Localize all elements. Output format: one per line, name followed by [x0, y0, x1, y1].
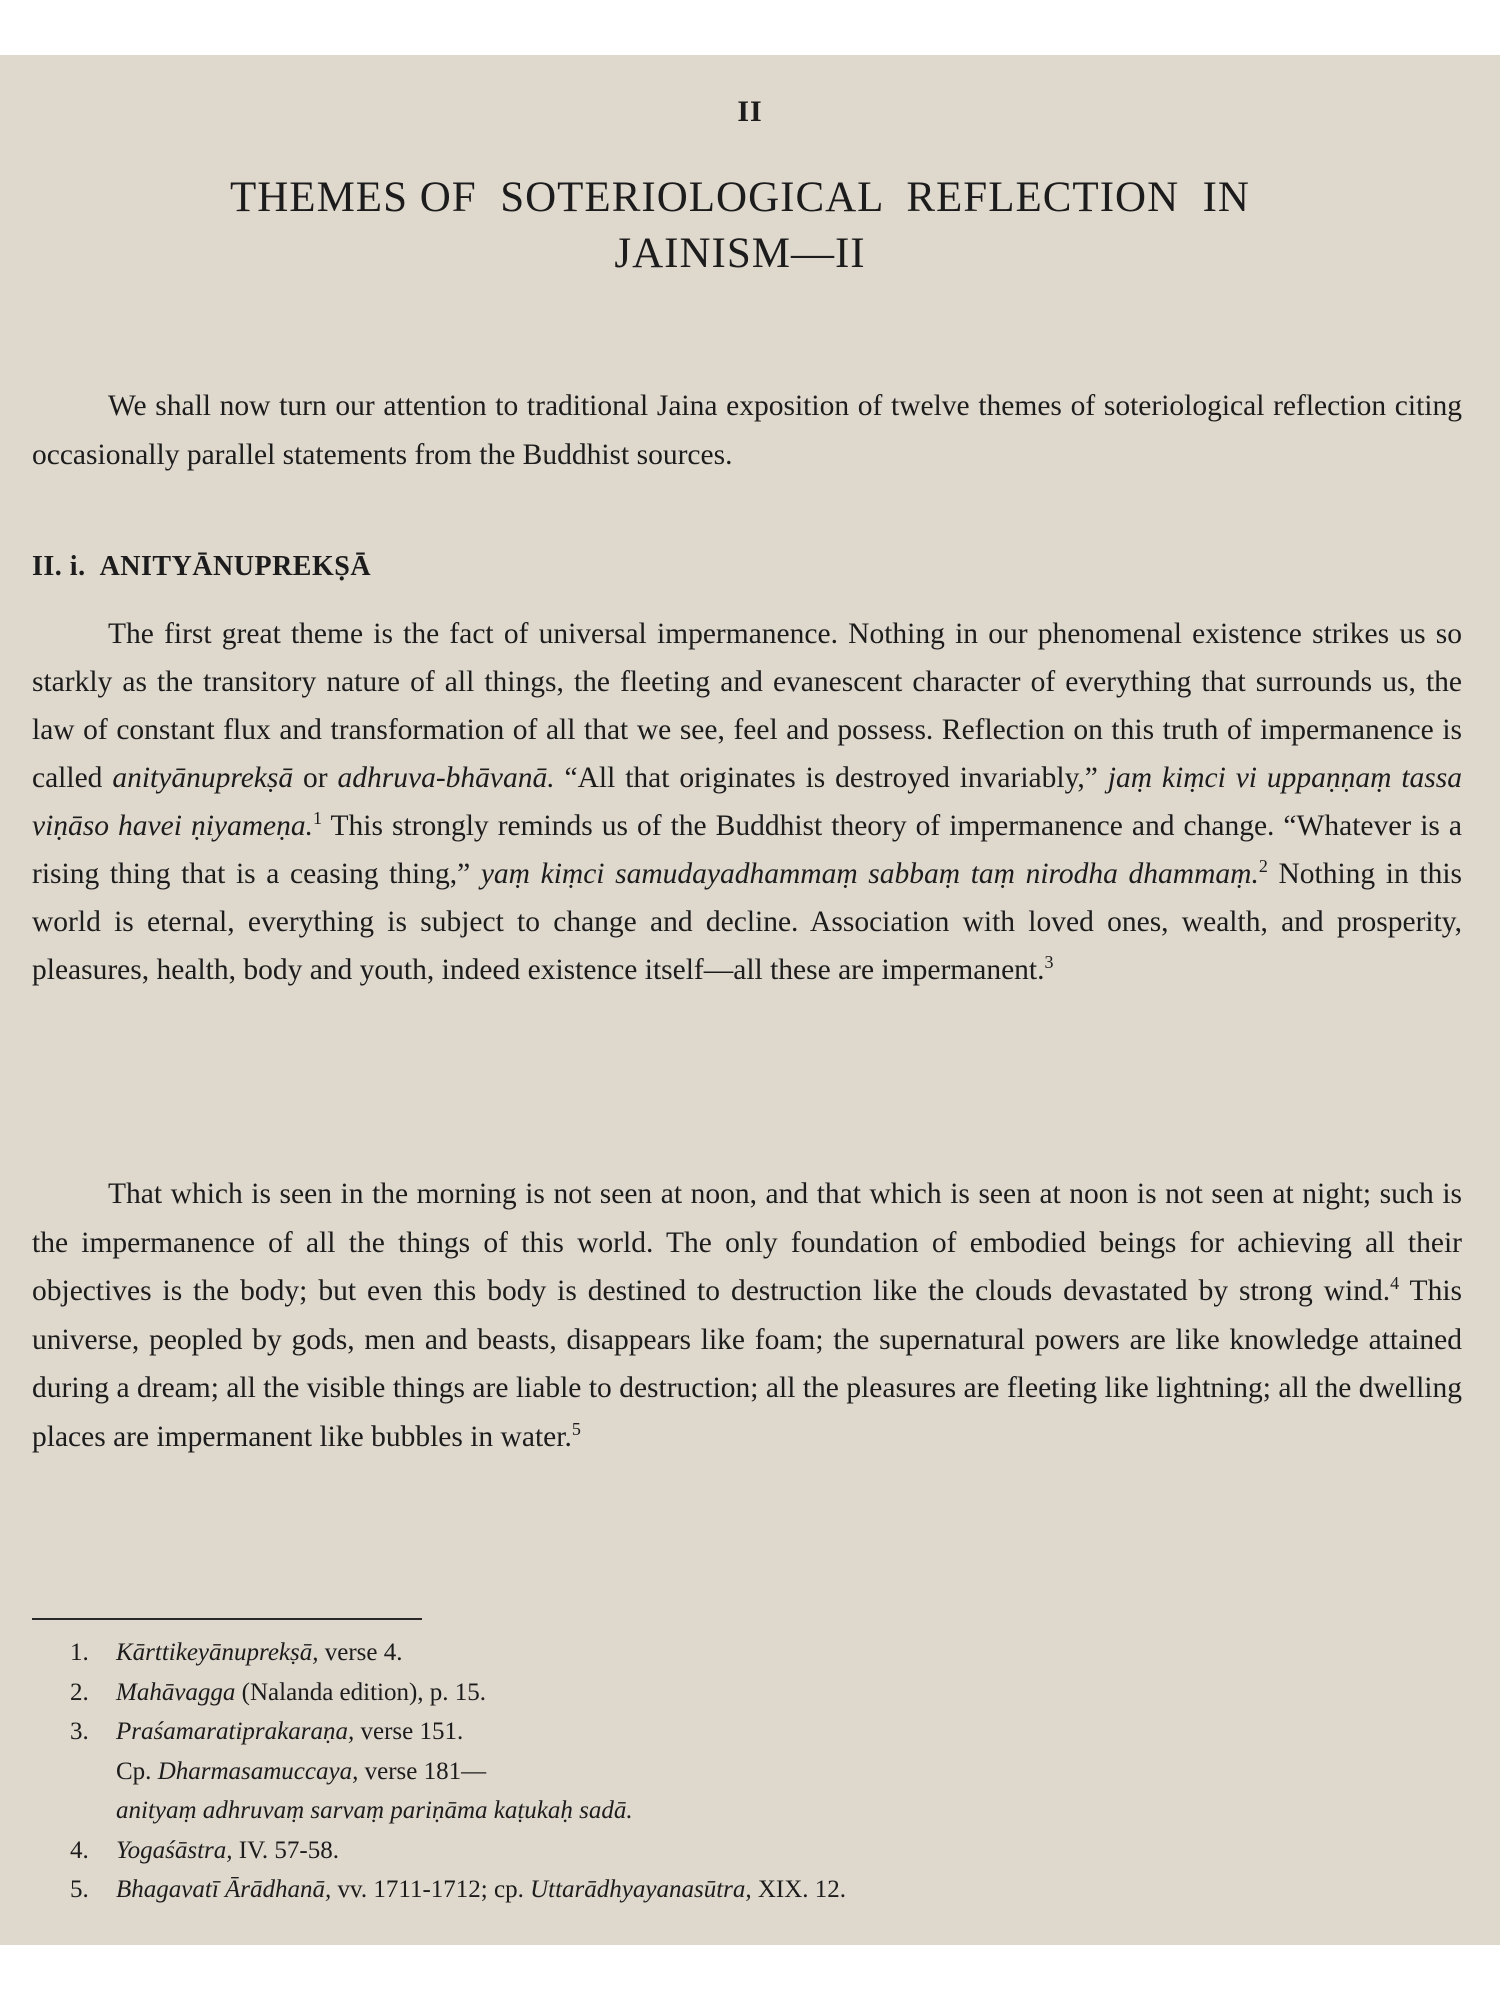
- footnote-ref: 4: [1390, 1273, 1400, 1294]
- footnote-text: vv. 1711-1712; cp.: [331, 1876, 531, 1903]
- footnote-title: Mahāvagga: [116, 1678, 236, 1706]
- paragraph-morning-noon: [32, 1170, 1462, 1461]
- footnote-3-quote: [70, 1791, 1370, 1831]
- footnote-text: verse 4.: [318, 1639, 403, 1666]
- chapter-title-line-2: JAINISM—II: [614, 230, 866, 277]
- book-page: [0, 55, 1500, 1945]
- footnote-number: 3.: [70, 1718, 89, 1745]
- footnote-text: Cp.: [116, 1757, 158, 1785]
- footnote-title: Bhagavatī Ārādhanā,: [116, 1876, 332, 1903]
- footnote-title: Praśamaratiprakaraṇa,: [116, 1718, 355, 1745]
- section-heading: [32, 551, 371, 583]
- prakrit-quote: jaṃ kiṃci vi uppaṇṇaṃ tassa viṇāso havei ṇiyameṇa.: [32, 762, 1462, 842]
- chapter-number: II: [737, 95, 763, 128]
- footnote-number: 1.: [70, 1639, 89, 1666]
- footnote-text: (Nalanda edition), p. 15.: [235, 1678, 487, 1706]
- intro-paragraph: We shall now turn our attention to traditional Jaina exposition of twelve themes of soteriological reflection citing occasionally parallel statements from the Buddhist sources.: [32, 390, 1462, 471]
- footnote-ref: 3: [1044, 952, 1054, 973]
- footnote-text: XIX. 12.: [751, 1876, 847, 1903]
- footnote-3-comparison: [70, 1752, 1370, 1792]
- term-adhruva-bhavana: adhruva-bhāvanā.: [337, 762, 555, 794]
- footnotes: [70, 1633, 1370, 1910]
- section-number: II. i.: [32, 551, 86, 582]
- footnote-number: 4.: [70, 1836, 89, 1864]
- footnote-1: [70, 1633, 1370, 1673]
- chapter-title: [140, 170, 1340, 282]
- footnote-title: Kārttikeyānuprekṣā,: [116, 1639, 319, 1666]
- text-run: Nothing in this world is eternal, everything is subject to change and decline. Association with loved ones, wealth, and prosperity, pleasures, health, body and youth, indeed existence itself—all these are impermanent.: [32, 858, 1462, 986]
- footnote-title: Yogaśāstra,: [116, 1836, 233, 1864]
- footnote-number: 5.: [70, 1876, 89, 1903]
- text-run: “All that originates is destroyed invariably,”: [554, 762, 1108, 794]
- footnote-divider: [32, 1618, 422, 1620]
- text-run: The first great theme is the fact of universal impermanence. Nothing in our phenomenal existence strikes us so starkly as the transitory nature of all things, the fleeting and evanescent character of everything that surrounds us, the law of constant flux and transformation of all that we see, feel and possess. Reflection on this truth of impermanence is called: [32, 618, 1462, 794]
- pali-quote: yaṃ kiṃci samudayadhammaṃ sabbaṃ taṃ nirodha dhammaṃ.: [480, 858, 1259, 890]
- paragraph-impermanence: [32, 610, 1462, 994]
- chapter-title-line-1: THEMES OF SOTERIOLOGICAL REFLECTION IN: [229, 174, 1250, 221]
- sanskrit-quote: anityaṃ adhruvaṃ sarvaṃ pariṇāma kaṭukaḥ sadā.: [116, 1797, 633, 1824]
- footnote-4: [70, 1831, 1370, 1871]
- section-title: ANITYĀNUPREKṢĀ: [99, 551, 372, 582]
- footnote-text: IV. 57-58.: [232, 1836, 339, 1864]
- footnote-number: 2.: [70, 1678, 89, 1706]
- text-run: or: [293, 762, 338, 794]
- footnote-text: verse 181—: [358, 1757, 487, 1785]
- footnote-2: [70, 1673, 1370, 1713]
- footnote-5: [70, 1870, 1370, 1910]
- footnote-ref: 1: [313, 808, 323, 829]
- footnote-title: Dharmasamuccaya,: [157, 1757, 359, 1785]
- text-run: This universe, peopled by gods, men and beasts, disappears like foam; the supernatural powers are like knowledge attained during a dream; all the visible things are liable to destruction; all the pleasures are fleeting like lightning; all the dwelling places are impermanent like bubbles in water.: [32, 1275, 1462, 1453]
- footnote-text: verse 151.: [354, 1718, 464, 1745]
- term-anityanupreksa: anityānuprekṣā: [112, 762, 294, 794]
- text-run: This strongly reminds us of the Buddhist theory of impermanence and change. “Whatever is a rising thing that is a ceasing thing,”: [32, 810, 1462, 890]
- footnote-3: [70, 1712, 1370, 1752]
- text-run: That which is seen in the morning is not seen at noon, and that which is seen at noon is not seen at night; such is the impermanence of all the things of this world. The only foundation of embodied beings for achieving all their objectives is the body; but even this body is destined to destruction like the clouds devastated by strong wind.: [32, 1178, 1462, 1307]
- footnote-ref: 2: [1258, 856, 1268, 877]
- footnote-ref: 5: [571, 1418, 581, 1439]
- footnote-title: Uttarādhyayanasūtra,: [530, 1876, 752, 1903]
